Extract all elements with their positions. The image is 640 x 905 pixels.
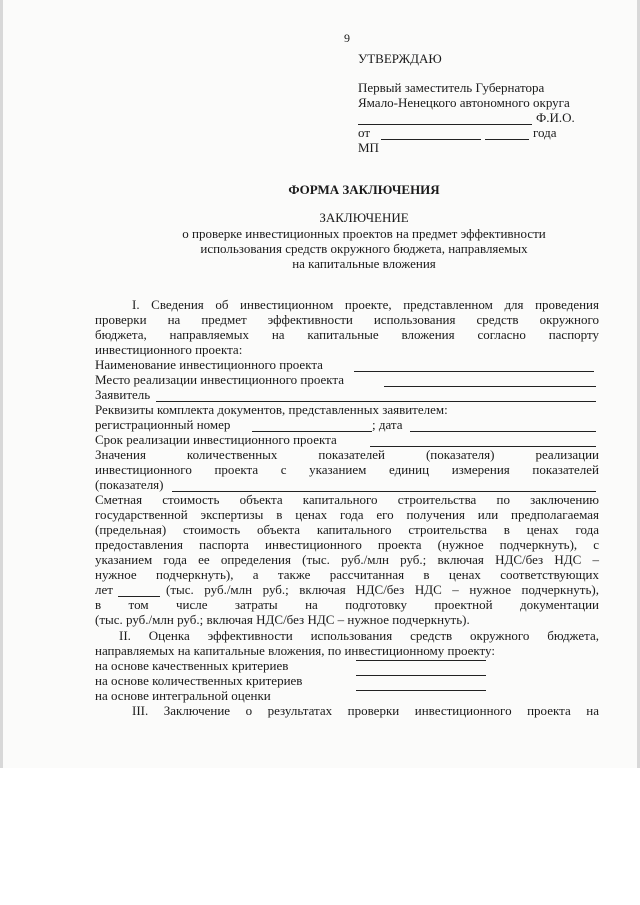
field-date: ; дата — [372, 417, 403, 432]
section1-line4: инвестиционного проекта: — [95, 342, 243, 357]
criteria-integral-line — [356, 690, 486, 691]
page-number: 9 — [344, 31, 350, 45]
field-project-name-line — [354, 371, 594, 372]
field-reg-number: регистрационный номер — [95, 417, 231, 432]
section2-line1: II. Оценка эффективности использования средств окружного бюджета, — [119, 628, 599, 643]
field-applicant: Заявитель — [95, 387, 151, 402]
approval-fio: Ф.И.О. — [536, 110, 575, 125]
section3-line1: III. Заключение о результатах проверки инвестиционного проекта на — [132, 703, 599, 718]
criteria-qualitative: на основе качественных критериев — [95, 658, 289, 673]
approval-mp: МП — [358, 140, 379, 155]
field-place-line — [384, 386, 596, 387]
estimate-line6: нужное подчеркнуть), а также рассчитанная в ценах соответствующих — [95, 567, 599, 582]
estimate-line7a: лет — [95, 582, 113, 597]
estimate-line9: (тыс. руб./млн руб.; включая НДС/без НДС – нужное подчеркнуть). — [95, 612, 470, 627]
field-docs: Реквизиты комплекта документов, представленных заявителем: — [95, 402, 448, 417]
field-term: Срок реализации инвестиционного проекта — [95, 432, 337, 447]
estimate-line5: указанием года ее определения (тыс. руб./млн руб.; включая НДС/без НДС – — [95, 552, 599, 567]
date-line — [381, 139, 481, 140]
field-date-line — [410, 431, 596, 432]
estimate-line2: государственной экспертизы в ценах года его получения или предполагаемая — [95, 507, 599, 522]
scan-edge-left — [0, 0, 3, 768]
approval-from: от — [358, 125, 371, 140]
approval-line1: Первый заместитель Губернатора — [358, 80, 545, 95]
criteria-integral: на основе интегральной оценки — [95, 688, 271, 703]
section2-line2: направляемых на капитальные вложения, по инвестиционному проекту: — [95, 643, 495, 658]
estimate-line1: Сметная стоимость объекта капитального строительства по заключению — [95, 492, 599, 507]
estimate-line4: предоставления паспорта инвестиционного проекта (нужное подчеркнуть), с — [95, 537, 599, 552]
field-place: Место реализации инвестиционного проекта — [95, 372, 344, 387]
criteria-qualitative-line — [356, 660, 486, 661]
criteria-quantitative-line — [356, 675, 486, 676]
form-title: ФОРМА ЗАКЛЮЧЕНИЯ — [288, 182, 440, 197]
approval-year: года — [533, 125, 557, 140]
values-line2: инвестиционного проекта с указанием единиц измерения показателей — [95, 462, 599, 477]
conclusion-sub3: на капитальные вложения — [292, 256, 436, 271]
estimate-line8: в том числе затраты на подготовку проектной документации — [95, 597, 599, 612]
conclusion-sub2: использования средств окружного бюджета, направляемых — [200, 241, 528, 256]
signature-line — [358, 124, 532, 125]
estimate-line7b: (тыс. руб./млн руб.; включая НДС/без НДС – нужное подчеркнуть), — [166, 582, 599, 597]
section1-line2: проверки на предмет эффективности использования средств окружного — [95, 312, 599, 327]
section1-line3: бюджета, направляемых на капитальные вложения согласно паспорту — [95, 327, 599, 342]
values-line3: (показателя) — [95, 477, 164, 492]
estimate-line3: (предельная) стоимость объекта капитального строительства в ценах года — [95, 522, 599, 537]
approval-title: УТВЕРЖДАЮ — [358, 51, 442, 66]
year-line — [485, 139, 529, 140]
approval-line2: Ямало-Ненецкого автономного округа — [358, 95, 570, 110]
field-project-name: Наименование инвестиционного проекта — [95, 357, 323, 372]
conclusion-title: ЗАКЛЮЧЕНИЕ — [319, 210, 409, 225]
conclusion-sub1: о проверке инвестиционных проектов на предмет эффективности — [182, 226, 546, 241]
criteria-quantitative: на основе количественных критериев — [95, 673, 303, 688]
section1-line1: I. Сведения об инвестиционном проекте, представленном для проведения — [132, 297, 599, 312]
values-line1: Значения количественных показателей (показателя) реализации — [95, 447, 599, 462]
